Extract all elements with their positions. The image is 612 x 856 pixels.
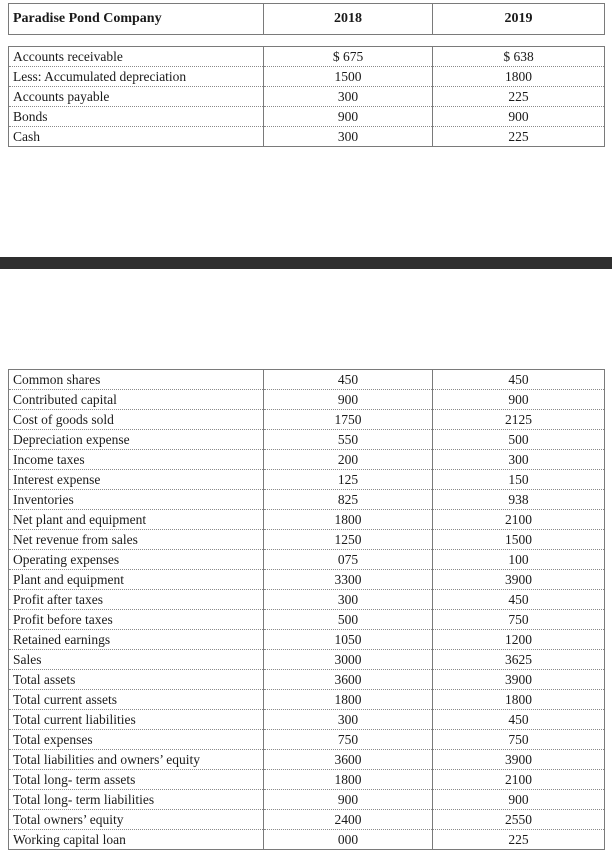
table-row — [9, 630, 605, 650]
value-2019: 2100 — [433, 770, 605, 790]
table-row — [9, 690, 605, 710]
row-label: Plant and equipment — [9, 570, 264, 590]
value-2018: 450 — [264, 370, 433, 390]
value-2018: 500 — [264, 610, 433, 630]
row-label: Profit after taxes — [9, 590, 264, 610]
value-2019: 500 — [433, 430, 605, 450]
value-2019: 3625 — [433, 650, 605, 670]
table-row — [9, 370, 605, 390]
table-row — [9, 770, 605, 790]
value-2019: 938 — [433, 490, 605, 510]
section-divider — [0, 257, 612, 269]
table-header — [8, 3, 605, 35]
row-label: Total long- term liabilities — [9, 790, 264, 810]
value-2018: 3600 — [264, 750, 433, 770]
table-row — [9, 87, 605, 107]
table-row — [9, 790, 605, 810]
row-label: Operating expenses — [9, 550, 264, 570]
value-2019: 450 — [433, 370, 605, 390]
value-2019: 750 — [433, 730, 605, 750]
value-2019: 100 — [433, 550, 605, 570]
value-2018: 1800 — [264, 510, 433, 530]
value-2018: 300 — [264, 127, 433, 147]
value-2019: 225 — [433, 127, 605, 147]
value-2019: 2100 — [433, 510, 605, 530]
value-2019: 900 — [433, 107, 605, 127]
value-2019: 900 — [433, 390, 605, 410]
table-row — [9, 670, 605, 690]
table-row — [9, 830, 605, 850]
value-2019: 3900 — [433, 750, 605, 770]
balance-table-1 — [8, 46, 605, 147]
table-row — [9, 430, 605, 450]
value-2019: 450 — [433, 590, 605, 610]
header-row — [9, 4, 605, 35]
table-row — [9, 530, 605, 550]
value-2019: 900 — [433, 790, 605, 810]
value-2019: 1500 — [433, 530, 605, 550]
value-2019: 750 — [433, 610, 605, 630]
value-2018: 1050 — [264, 630, 433, 650]
row-label: Income taxes — [9, 450, 264, 470]
value-2019: 1800 — [433, 67, 605, 87]
value-2018: 075 — [264, 550, 433, 570]
row-label: Total owners’ equity — [9, 810, 264, 830]
value-2018: 3600 — [264, 670, 433, 690]
value-2018: 900 — [264, 107, 433, 127]
row-label: Total long- term assets — [9, 770, 264, 790]
balance-table-2 — [8, 369, 605, 850]
table-row — [9, 650, 605, 670]
row-label: Retained earnings — [9, 630, 264, 650]
row-label: Common shares — [9, 370, 264, 390]
value-2019: 150 — [433, 470, 605, 490]
row-label: Accounts payable — [9, 87, 264, 107]
value-2018: 000 — [264, 830, 433, 850]
row-label: Total assets — [9, 670, 264, 690]
table-row — [9, 570, 605, 590]
table-row — [9, 450, 605, 470]
row-label: Total expenses — [9, 730, 264, 750]
row-label: Depreciation expense — [9, 430, 264, 450]
value-2018: 3300 — [264, 570, 433, 590]
value-2019: 3900 — [433, 570, 605, 590]
table-row — [9, 710, 605, 730]
value-2018: 1750 — [264, 410, 433, 430]
table-row — [9, 590, 605, 610]
year-2018-header: 2018 — [264, 4, 433, 35]
table-row — [9, 470, 605, 490]
row-label: Profit before taxes — [9, 610, 264, 630]
value-2019: 225 — [433, 87, 605, 107]
row-label: Total liabilities and owners’ equity — [9, 750, 264, 770]
value-2018: 2400 — [264, 810, 433, 830]
company-name: Paradise Pond Company — [9, 4, 264, 35]
row-label: Cost of goods sold — [9, 410, 264, 430]
row-label: Net plant and equipment — [9, 510, 264, 530]
value-2018: 125 — [264, 470, 433, 490]
value-2018: 300 — [264, 87, 433, 107]
row-label: Inventories — [9, 490, 264, 510]
table-row — [9, 127, 605, 147]
value-2018: 200 — [264, 450, 433, 470]
value-2018: 3000 — [264, 650, 433, 670]
table-row — [9, 490, 605, 510]
row-label: Less: Accumulated depreciation — [9, 67, 264, 87]
value-2019: 300 — [433, 450, 605, 470]
value-2018: 900 — [264, 390, 433, 410]
row-label: Cash — [9, 127, 264, 147]
row-label: Accounts receivable — [9, 47, 264, 67]
table-row — [9, 390, 605, 410]
value-2019: 1200 — [433, 630, 605, 650]
value-2019: 225 — [433, 830, 605, 850]
row-label: Contributed capital — [9, 390, 264, 410]
row-label: Total current assets — [9, 690, 264, 710]
table-row — [9, 47, 605, 67]
table-row — [9, 730, 605, 750]
table-row — [9, 810, 605, 830]
row-label: Bonds — [9, 107, 264, 127]
value-2019: 450 — [433, 710, 605, 730]
value-2018: 750 — [264, 730, 433, 750]
table-row — [9, 550, 605, 570]
value-2018: 550 — [264, 430, 433, 450]
value-2019: 2125 — [433, 410, 605, 430]
table-row — [9, 67, 605, 87]
table-row — [9, 610, 605, 630]
value-2018: 1800 — [264, 690, 433, 710]
row-label: Total current liabilities — [9, 710, 264, 730]
year-2019-header: 2019 — [433, 4, 605, 35]
value-2018: 900 — [264, 790, 433, 810]
value-2018: 1800 — [264, 770, 433, 790]
table-row — [9, 410, 605, 430]
value-2019: 3900 — [433, 670, 605, 690]
row-label: Net revenue from sales — [9, 530, 264, 550]
value-2019: 2550 — [433, 810, 605, 830]
value-2019: $ 638 — [433, 47, 605, 67]
value-2019: 1800 — [433, 690, 605, 710]
value-2018: $ 675 — [264, 47, 433, 67]
value-2018: 300 — [264, 710, 433, 730]
table-row — [9, 107, 605, 127]
value-2018: 1500 — [264, 67, 433, 87]
row-label: Interest expense — [9, 470, 264, 490]
value-2018: 825 — [264, 490, 433, 510]
value-2018: 300 — [264, 590, 433, 610]
row-label: Sales — [9, 650, 264, 670]
table-row — [9, 750, 605, 770]
value-2018: 1250 — [264, 530, 433, 550]
row-label: Working capital loan — [9, 830, 264, 850]
table-row — [9, 510, 605, 530]
